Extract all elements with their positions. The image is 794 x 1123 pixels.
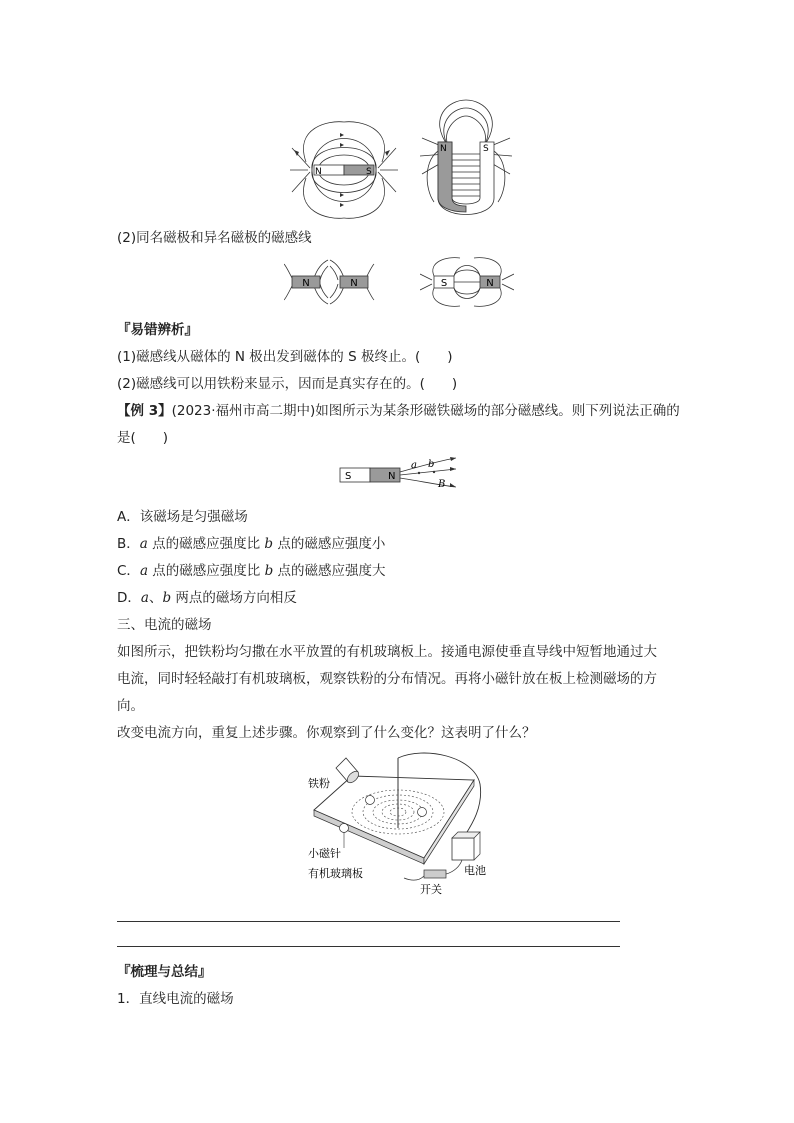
option-a: A．该磁场是匀强磁场 bbox=[117, 509, 248, 525]
u-magnet-field-figure bbox=[418, 98, 514, 222]
bar-magnet-field-figure bbox=[288, 118, 400, 226]
example-3-line-1 bbox=[117, 402, 680, 420]
example-south-label: S bbox=[345, 471, 352, 482]
unlike-poles-field-figure bbox=[420, 256, 514, 308]
summary-title: 『梳理与总结』 bbox=[117, 964, 212, 980]
error-item-2: (2)磁感线可以用铁粉来显示，因而是真实存在的。( ) bbox=[117, 376, 458, 392]
option-d: D．a、b 两点的磁场方向相反 bbox=[117, 590, 297, 606]
like-left-label: N bbox=[302, 278, 310, 289]
section-3-heading: 三、电流的磁场 bbox=[117, 617, 212, 633]
plexiglass-label: 有机玻璃板 bbox=[308, 867, 363, 880]
example-3-tag: 【例 3】 bbox=[117, 403, 172, 419]
switch-label: 开关 bbox=[420, 883, 442, 896]
battery-label: 电池 bbox=[464, 864, 486, 877]
option-c: C．a 点的磁感应强度比 b 点的磁感应强度大 bbox=[117, 563, 386, 579]
unlike-left-label: S bbox=[440, 278, 448, 289]
error-item-1: (1)磁感线从磁体的 N 极出发到磁体的 S 极终止。( ) bbox=[117, 349, 453, 365]
section-3-para-3: 向。 bbox=[117, 698, 144, 714]
point-b-label: b bbox=[428, 459, 435, 470]
bar-north-label: N bbox=[315, 167, 322, 177]
like-poles-field-figure bbox=[284, 258, 376, 306]
answer-line-1 bbox=[117, 921, 620, 922]
section-3-question: 改变电流方向，重复上述步骤。你观察到了什么变化？这表明了什么？ bbox=[117, 725, 536, 741]
summary-item-1: 1．直线电流的磁场 bbox=[117, 991, 234, 1007]
example-magnet-figure bbox=[338, 455, 462, 489]
example-north-label: N bbox=[388, 471, 396, 482]
example-3-line-2: 是( ) bbox=[117, 430, 169, 446]
error-analysis-title: 『易错辨析』 bbox=[117, 322, 198, 338]
section-3-para-1: 如图所示，把铁粉均匀撒在水平放置的有机玻璃板上。接通电源使垂直导线中短暂地通过大 bbox=[117, 644, 657, 660]
unlike-right-label: N bbox=[486, 278, 494, 289]
current-magnetic-field-experiment-figure bbox=[304, 750, 494, 900]
answer-line-2 bbox=[117, 946, 620, 947]
like-right-label: N bbox=[350, 278, 358, 289]
u-north-label: N bbox=[440, 144, 447, 154]
like-unlike-poles-heading: (2)同名磁极和异名磁极的磁感线 bbox=[117, 230, 312, 246]
option-b: B．a 点的磁感应强度比 b 点的磁感应强度小 bbox=[117, 536, 386, 552]
iron-powder-label: 铁粉 bbox=[308, 777, 330, 790]
compass-label: 小磁针 bbox=[308, 847, 341, 860]
section-3-para-2: 电流，同时轻轻敲打有机玻璃板，观察铁粉的分布情况。再将小磁针放在板上检测磁场的方 bbox=[117, 671, 657, 687]
bar-south-label: S bbox=[366, 167, 372, 177]
u-south-label: S bbox=[483, 144, 489, 154]
example-3-text: (2023·福州市高二期中)如图所示为某条形磁铁磁场的部分磁感线。则下列说法正确的 bbox=[171, 403, 680, 419]
field-b-label: B bbox=[438, 479, 446, 489]
point-a-label: a bbox=[411, 460, 417, 471]
